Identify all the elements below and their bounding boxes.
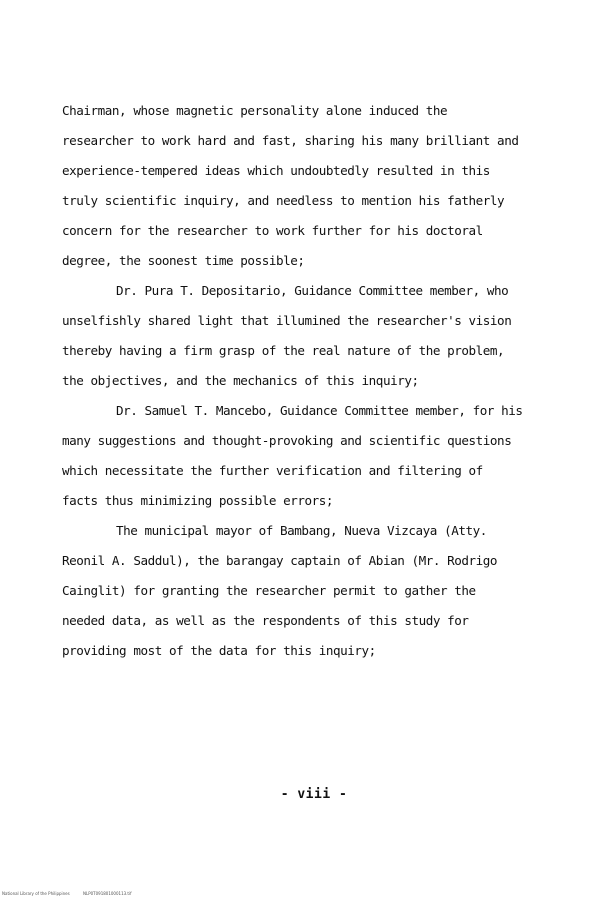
text-line: Cainglit) for granting the researcher permit to gather the [62,583,476,598]
text-line: researcher to work hard and fast, sharing his many brilliant and [62,133,519,148]
text-line: many suggestions and thought-provoking and scientific questions [62,433,512,448]
footer-code: NLP0T091801000113.tif [83,891,132,896]
body-text [62,96,582,666]
text-line: Dr. Pura T. Depositario, Guidance Committee member, who [116,283,509,298]
text-line: The municipal mayor of Bambang, Nueva Vizcaya (Atty. [116,523,487,538]
text-line: concern for the researcher to work further for his doctoral [62,223,483,238]
text-line: needed data, as well as the respondents of this study for [62,613,469,628]
text-line: truly scientific inquiry, and needless to mention his fatherly [62,193,505,208]
page-number: - viii - [280,787,348,802]
scan-footer [2,891,132,896]
text-line: Chairman, whose magnetic personality alone induced the [62,103,448,118]
text-line: unselfishly shared light that illumined the researcher's vision [62,313,512,328]
text-line: providing most of the data for this inquiry; [62,643,376,658]
text-line: Reonil A. Saddul), the barangay captain of Abian (Mr. Rodrigo [62,553,498,568]
text-line: facts thus minimizing possible errors; [62,493,334,508]
footer-source: National Library of the Philippines [2,891,70,896]
text-line: the objectives, and the mechanics of this inquiry; [62,373,419,388]
text-line: Dr. Samuel T. Mancebo, Guidance Committee member, for his [116,403,523,418]
text-line: experience-tempered ideas which undoubtedly resulted in this [62,163,490,178]
text-line: thereby having a firm grasp of the real nature of the problem, [62,343,505,358]
text-line: which necessitate the further verification and filtering of [62,463,483,478]
text-line: degree, the soonest time possible; [62,253,305,268]
